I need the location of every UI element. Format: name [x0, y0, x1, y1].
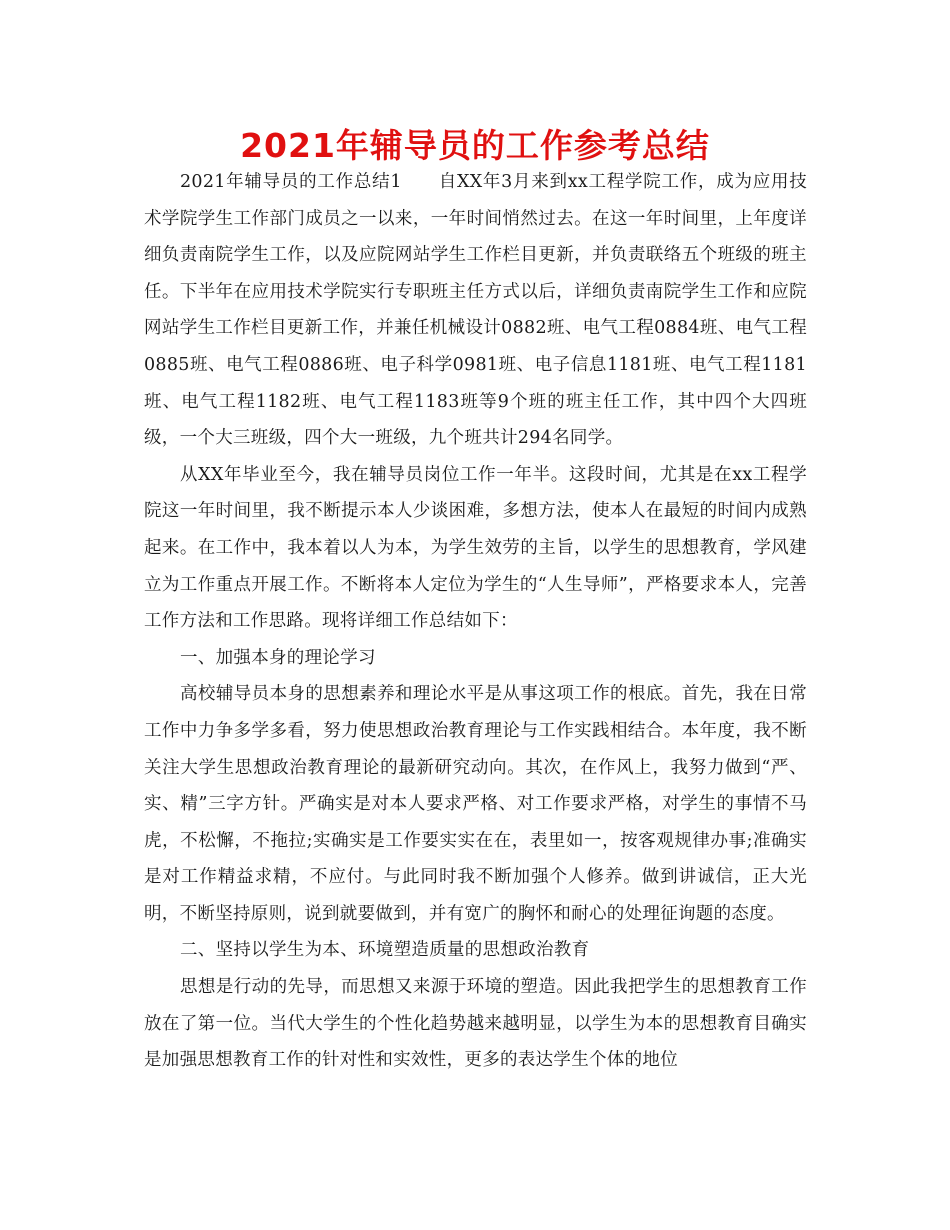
section-heading-theory: 一、加强本身的理论学习: [180, 647, 376, 668]
section-heading-ideology: 二、坚持以学生为本、环境塑造质量的思想政治教育: [180, 940, 590, 961]
paragraph-ideology: 思想是行动的先导，而思想又来源于环境的塑造。因此我把学生的思想教育工作放在了第一位。当代大学生的个性化趋势越来越明显，以学生为本的思想教育目确实是加强思想教育工作的针对性和实效性，更多的表达学生个体的地位: [144, 977, 807, 1071]
paragraph-overview: 从XX年毕业至今，我在辅导员岗位工作一年半。这段时间，尤其是在xx工程学院这一年时间里，我不断提示本人少谈困难，多想方法，使本人在最短的时间内成熟起来。在工作中，我本着以人为本，为学生效劳的主旨，以学生的思想教育，学风建立为工作重点开展工作。不断将本人定位为学生的“人生导师”，严格要求本人，完善工作方法和工作思路。现将详细工作总结如下：: [144, 464, 807, 632]
paragraph-theory: 高校辅导员本身的思想素养和理论水平是从事这项工作的根底。首先，我在日常工作中力争多学多看，努力使思想政治教育理论与工作实践相结合。本年度，我不断关注大学生思想政治教育理论的最新研究动向。其次，在作风上，我努力做到“严、实、精”三字方针。严确实是对本人要求严格、对工作要求严格，对学生的事情不马虎，不松懈，不拖拉;实确实是工作要实实在在，表里如一，按客观规律办事;准确实是对工作精益求精，不应付。与此同时我不断加强个人修养。做到讲诚信，正大光明，不断坚持原则，说到就要做到，并有宽广的胸怀和耐心的处理征询题的态度。: [144, 684, 807, 924]
document-body: [144, 164, 807, 1079]
paragraph-intro: 2021年辅导员的工作总结1 自XX年3月来到xx工程学院工作，成为应用技术学院学生工作部门成员之一以来，一年时间悄然过去。在这一年时间里，上年度详细负责南院学生工作，以及应院网站学生工作栏目更新，并负责联络五个班级的班主任。下半年在应用技术学院实行专职班主任方式以后，详细负责南院学生工作和应院网站学生工作栏目更新工作，并兼任机械设计0882班、电气工程0884班、电气工程0885班、电气工程0886班、电子科学0981班、电子信息1181班、电气工程1181班、电气工程1182班、电气工程1183班等9个班的班主任工作，其中四个大四班级，一个大三班级，四个大一班级，九个班共计294名同学。: [144, 172, 807, 449]
document-title: 2021年辅导员的工作参考总结: [240, 126, 710, 165]
